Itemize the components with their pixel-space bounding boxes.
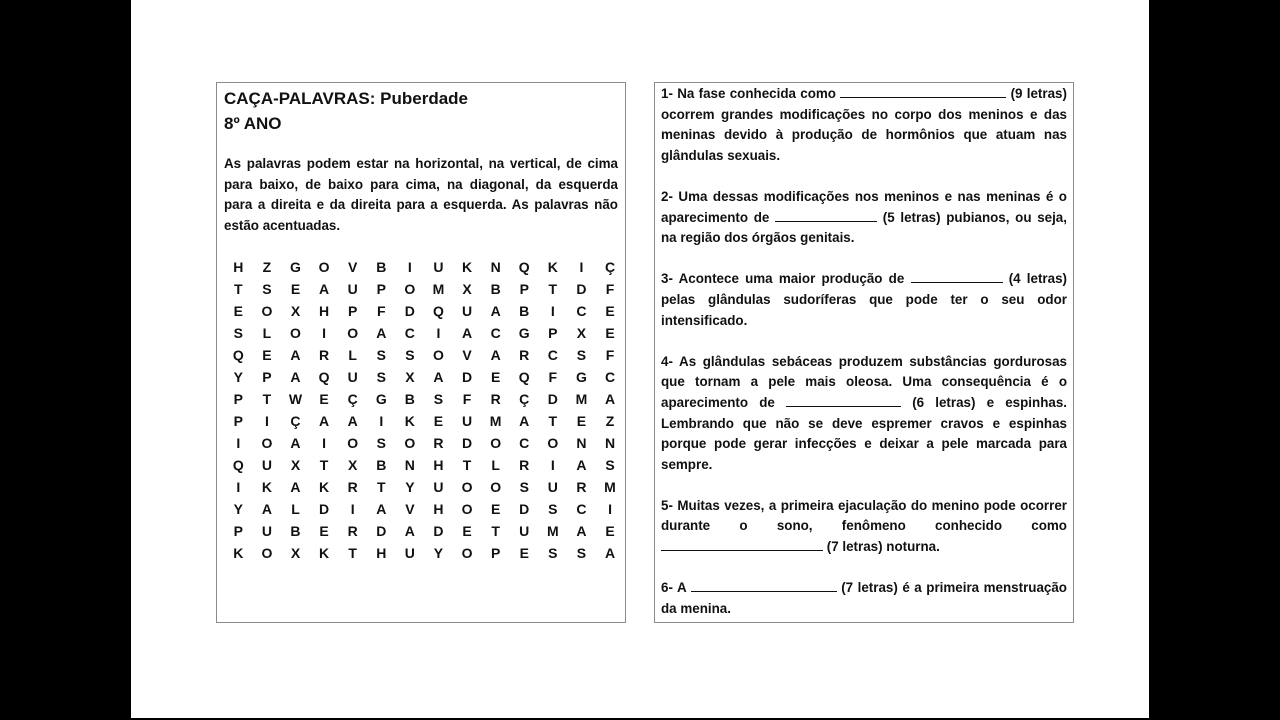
grid-letter[interactable]: D bbox=[519, 501, 530, 517]
grid-letter[interactable]: O bbox=[347, 325, 359, 341]
grid-letter[interactable]: S bbox=[376, 369, 386, 385]
grid-letter[interactable]: A bbox=[376, 325, 387, 341]
grid-letter[interactable]: O bbox=[433, 347, 444, 363]
grid-letter[interactable]: E bbox=[262, 347, 272, 363]
grid-letter[interactable]: X bbox=[290, 303, 301, 319]
question-item bbox=[661, 578, 1067, 619]
grid-letter[interactable]: A bbox=[490, 303, 501, 319]
grid-letter[interactable]: I bbox=[322, 325, 327, 341]
grid-letter[interactable]: H bbox=[376, 545, 387, 561]
grid-letter[interactable]: G bbox=[290, 259, 301, 275]
grid-letter[interactable]: C bbox=[490, 325, 501, 341]
grid-letter[interactable]: X bbox=[576, 325, 587, 341]
grid-letter[interactable]: R bbox=[319, 347, 330, 363]
grid-letter[interactable]: Q bbox=[518, 259, 530, 275]
grid-letter[interactable]: Q bbox=[232, 347, 244, 363]
grid-letter[interactable]: B bbox=[490, 281, 501, 297]
grid-letter[interactable]: Z bbox=[605, 413, 615, 429]
grid-letter[interactable]: L bbox=[348, 347, 357, 363]
grid-letter[interactable]: P bbox=[519, 281, 529, 297]
grid-letter[interactable]: A bbox=[604, 545, 616, 561]
grid-letter[interactable]: M bbox=[575, 391, 588, 407]
grid-letter[interactable]: F bbox=[605, 347, 615, 363]
grid-letter[interactable]: B bbox=[376, 457, 387, 473]
answer-blank[interactable] bbox=[786, 394, 901, 407]
grid-letter[interactable]: T bbox=[348, 545, 357, 561]
grid-letter[interactable]: B bbox=[519, 303, 530, 319]
grid-letter[interactable]: Ç bbox=[290, 413, 301, 429]
answer-blank[interactable] bbox=[691, 579, 837, 592]
grid-letter[interactable]: A bbox=[576, 523, 587, 539]
grid-letter[interactable]: Y bbox=[433, 545, 444, 561]
grid-letter[interactable]: O bbox=[261, 435, 273, 451]
grid-letter[interactable]: A bbox=[490, 347, 501, 363]
grid-letter[interactable]: K bbox=[547, 259, 558, 275]
grid-letter[interactable]: N bbox=[490, 259, 501, 275]
grid-letter[interactable]: T bbox=[234, 281, 243, 297]
grid-letter[interactable]: D bbox=[547, 391, 558, 407]
grid-letter[interactable]: R bbox=[347, 523, 358, 539]
grid-letter[interactable]: O bbox=[547, 435, 559, 451]
grid-letter[interactable]: U bbox=[347, 369, 358, 385]
answer-blank[interactable] bbox=[911, 270, 1003, 283]
grid-letter[interactable]: E bbox=[433, 413, 444, 429]
grid-letter[interactable]: Z bbox=[262, 259, 272, 275]
grid-letter[interactable]: I bbox=[350, 501, 355, 517]
grid-letter[interactable]: P bbox=[233, 391, 243, 407]
grid-letter[interactable]: Ç bbox=[604, 259, 616, 275]
grid-letter[interactable]: B bbox=[290, 523, 301, 539]
grid-letter[interactable]: F bbox=[376, 303, 386, 319]
grid-letter[interactable]: V bbox=[405, 501, 415, 517]
grid-letter[interactable]: I bbox=[322, 435, 327, 451]
question-text-before: Acontece uma maior produção de bbox=[678, 271, 905, 287]
question-text-before: A bbox=[676, 580, 687, 596]
grid-letter[interactable]: T bbox=[462, 457, 472, 473]
grid-letter[interactable]: E bbox=[290, 281, 301, 297]
grid-letter[interactable]: A bbox=[404, 523, 415, 539]
grid-letter[interactable]: P bbox=[376, 281, 386, 297]
grid-letter[interactable]: P bbox=[348, 303, 358, 319]
grid-letter[interactable]: D bbox=[404, 303, 415, 319]
grid-letter[interactable]: X bbox=[462, 281, 472, 297]
grid-letter[interactable]: E bbox=[490, 501, 501, 517]
grid-letter[interactable]: O bbox=[461, 501, 473, 517]
question-item bbox=[661, 187, 1067, 249]
questions-panel bbox=[654, 82, 1074, 623]
questions-list bbox=[661, 84, 1067, 640]
question-number: 1- bbox=[661, 86, 673, 101]
grid-letter[interactable]: O bbox=[318, 259, 330, 275]
grid-letter[interactable]: M bbox=[432, 281, 445, 297]
grid-letter[interactable]: S bbox=[548, 501, 558, 517]
title-line-2: 8º ANO bbox=[224, 114, 282, 133]
grid-letter[interactable]: E bbox=[319, 523, 329, 539]
grid-letter[interactable]: E bbox=[319, 391, 329, 407]
grid-letter[interactable]: B bbox=[404, 391, 415, 407]
grid-letter[interactable]: U bbox=[519, 523, 530, 539]
grid-letter[interactable]: U bbox=[261, 523, 272, 539]
grid-letter[interactable]: D bbox=[576, 281, 587, 297]
question-text-after: (5 letras) pubianos, ou seja, na região dos órgãos genitais. bbox=[661, 209, 1067, 246]
grid-letter[interactable]: O bbox=[461, 479, 473, 495]
grid-letter[interactable]: L bbox=[491, 457, 500, 473]
grid-letter[interactable]: L bbox=[291, 501, 300, 517]
grid-letter[interactable]: E bbox=[605, 325, 615, 341]
grid-letter[interactable]: T bbox=[491, 523, 500, 539]
grid-letter[interactable]: P bbox=[548, 325, 558, 341]
grid-letter[interactable]: N bbox=[604, 435, 616, 451]
question-item bbox=[661, 496, 1067, 558]
grid-letter[interactable]: I bbox=[379, 413, 384, 429]
grid-letter[interactable]: Q bbox=[433, 303, 444, 319]
question-text-before: As glândulas sebáceas produzem substâncias gordurosas que tornam a pele mais oleosa. Uma consequência é o aparecimento de bbox=[661, 353, 1067, 410]
grid-letter[interactable]: Q bbox=[318, 369, 330, 385]
grid-letter[interactable]: H bbox=[233, 259, 244, 275]
title-line-1: CAÇA-PALAVRAS: Puberdade bbox=[224, 89, 468, 108]
question-text-before: Na fase conhecida como bbox=[677, 86, 836, 101]
question-item bbox=[661, 269, 1067, 331]
grid-letter[interactable]: I bbox=[236, 479, 241, 495]
grid-letter[interactable]: T bbox=[262, 391, 272, 407]
grid-letter[interactable]: T bbox=[376, 479, 386, 495]
grid-letter[interactable]: U bbox=[547, 479, 558, 495]
grid-letter[interactable]: H bbox=[433, 501, 444, 517]
grid-letter[interactable]: S bbox=[519, 479, 529, 495]
grid-letter[interactable]: I bbox=[550, 457, 555, 473]
grid-letter[interactable]: S bbox=[233, 325, 243, 341]
grid-letter[interactable]: I bbox=[436, 325, 441, 341]
grid-letter[interactable]: A bbox=[433, 369, 444, 385]
grid-letter[interactable]: R bbox=[519, 457, 530, 473]
grid-letter[interactable]: A bbox=[576, 457, 587, 473]
grid-letter[interactable]: B bbox=[376, 259, 387, 275]
grid-letter[interactable]: A bbox=[519, 413, 530, 429]
grid-letter[interactable]: R bbox=[490, 391, 501, 407]
grid-letter[interactable]: E bbox=[490, 369, 501, 385]
grid-letter[interactable]: M bbox=[489, 413, 502, 429]
question-text-before: Muitas vezes, a primeira ejaculação do menino pode ocorrer durante o sono, fenômeno conhecido como bbox=[661, 497, 1067, 534]
grid-letter[interactable]: S bbox=[576, 545, 587, 561]
grid-letter[interactable]: C bbox=[576, 303, 587, 319]
grid-letter[interactable]: D bbox=[376, 523, 387, 539]
grid-letter[interactable]: P bbox=[233, 413, 243, 429]
grid-letter[interactable]: O bbox=[261, 303, 273, 319]
grid-letter[interactable]: W bbox=[288, 391, 303, 407]
grid-letter[interactable]: O bbox=[347, 435, 359, 451]
grid-letter[interactable]: A bbox=[290, 347, 301, 363]
grid-letter[interactable]: T bbox=[548, 413, 558, 429]
grid-letter[interactable]: P bbox=[233, 523, 243, 539]
grid-letter[interactable]: K bbox=[404, 413, 415, 429]
grid-letter[interactable]: Ç bbox=[347, 391, 358, 407]
grid-letter[interactable]: T bbox=[548, 281, 558, 297]
grid-letter[interactable]: H bbox=[319, 303, 330, 319]
answer-blank[interactable] bbox=[661, 538, 823, 551]
grid-letter[interactable]: Y bbox=[233, 501, 243, 517]
grid-letter[interactable]: R bbox=[576, 479, 587, 495]
grid-letter[interactable]: S bbox=[376, 347, 386, 363]
grid-letter[interactable]: O bbox=[490, 479, 502, 495]
grid-letter[interactable]: U bbox=[461, 303, 473, 319]
grid-letter[interactable]: A bbox=[347, 413, 358, 429]
grid-letter[interactable]: M bbox=[546, 523, 559, 539]
grid-letter[interactable]: E bbox=[519, 545, 529, 561]
grid-letter[interactable]: A bbox=[290, 435, 301, 451]
grid-letter[interactable]: I bbox=[407, 259, 412, 275]
grid-letter[interactable]: D bbox=[433, 523, 444, 539]
grid-letter[interactable]: S bbox=[433, 391, 444, 407]
grid-letter[interactable]: A bbox=[290, 369, 301, 385]
question-text-before: Uma dessas modificações nos meninos e nas meninas é o aparecimento de bbox=[661, 188, 1067, 225]
grid-letter[interactable]: F bbox=[605, 281, 615, 297]
grid-letter[interactable]: U bbox=[261, 457, 272, 473]
grid-letter[interactable]: U bbox=[404, 545, 415, 561]
grid-letter[interactable]: G bbox=[375, 391, 387, 407]
word-search-panel bbox=[216, 82, 626, 623]
grid-letter[interactable]: S bbox=[376, 435, 386, 451]
question-number: 4- bbox=[661, 353, 673, 369]
grid-letter[interactable]: F bbox=[462, 391, 472, 407]
grid-letter[interactable]: R bbox=[519, 347, 530, 363]
grid-letter[interactable]: X bbox=[348, 457, 358, 473]
grid-letter[interactable]: I bbox=[579, 259, 584, 275]
grid-letter[interactable]: D bbox=[461, 435, 473, 451]
question-number: 6- bbox=[661, 580, 673, 596]
grid-letter[interactable]: O bbox=[404, 435, 416, 451]
grid-letter[interactable]: O bbox=[261, 545, 273, 561]
grid-letter[interactable]: E bbox=[605, 523, 615, 539]
grid-letter[interactable]: U bbox=[461, 413, 473, 429]
grid-letter[interactable]: R bbox=[347, 479, 358, 495]
grid-letter[interactable]: S bbox=[548, 545, 558, 561]
grid-letter[interactable]: R bbox=[433, 435, 444, 451]
grid-letter[interactable]: O bbox=[290, 325, 301, 341]
grid-letter[interactable]: T bbox=[319, 457, 329, 473]
grid-letter[interactable]: U bbox=[433, 259, 444, 275]
grid-letter[interactable]: C bbox=[547, 347, 558, 363]
grid-letter[interactable]: A bbox=[261, 501, 272, 517]
grid-letter[interactable]: C bbox=[404, 325, 415, 341]
worksheet-title bbox=[224, 86, 468, 136]
question-item bbox=[661, 352, 1067, 476]
grid-letter[interactable]: O bbox=[404, 281, 416, 297]
grid-letter[interactable]: X bbox=[290, 457, 301, 473]
grid-letter[interactable]: A bbox=[319, 413, 330, 429]
grid-letter[interactable]: E bbox=[462, 523, 472, 539]
grid-letter[interactable]: E bbox=[233, 303, 243, 319]
answer-blank[interactable] bbox=[840, 85, 1006, 98]
answer-blank[interactable] bbox=[775, 209, 877, 222]
question-number: 3- bbox=[661, 271, 673, 287]
question-text-after: (7 letras) noturna. bbox=[826, 539, 940, 555]
grid-letter[interactable]: I bbox=[550, 303, 555, 319]
grid-letter[interactable]: K bbox=[461, 259, 473, 275]
grid-letter[interactable]: K bbox=[261, 479, 272, 495]
grid-letter[interactable]: Q bbox=[518, 369, 530, 385]
grid-letter[interactable]: K bbox=[233, 545, 244, 561]
question-number: 2- bbox=[661, 188, 673, 204]
grid-letter[interactable]: C bbox=[576, 501, 587, 517]
question-text-after: (4 letras) pelas glândulas sudoríferas que pode ter o seu odor intensificado. bbox=[661, 271, 1067, 328]
grid-letter[interactable]: S bbox=[262, 281, 272, 297]
grid-letter[interactable]: L bbox=[262, 325, 272, 341]
grid-letter[interactable]: P bbox=[262, 369, 272, 385]
grid-letter[interactable]: M bbox=[604, 479, 616, 495]
grid-letter[interactable]: E bbox=[605, 303, 615, 319]
grid-letter[interactable]: U bbox=[433, 479, 444, 495]
grid-letter[interactable]: A bbox=[461, 325, 473, 341]
grid-letter[interactable]: I bbox=[236, 435, 241, 451]
grid-letter[interactable]: X bbox=[405, 369, 415, 385]
question-number: 5- bbox=[661, 497, 673, 513]
question-text-after: (9 letras) ocorrem grandes modificações no corpo dos meninos e das meninas devido à produção de hormônios que atuam nas glândulas sexuais. bbox=[661, 86, 1067, 163]
grid-letter[interactable]: D bbox=[319, 501, 330, 517]
grid-letter[interactable]: E bbox=[576, 413, 587, 429]
grid-letter[interactable]: A bbox=[290, 479, 301, 495]
grid-letter[interactable]: N bbox=[404, 457, 415, 473]
question-text-after: (6 letras) e espinhas. Lembrando que não se deve espremer cravos e espinhas porque pode gerar infecções e deixar a pele marcada para sempre. bbox=[661, 394, 1067, 472]
grid-letter[interactable]: Y bbox=[405, 479, 415, 495]
grid-letter[interactable]: V bbox=[462, 347, 472, 363]
grid-letter[interactable]: C bbox=[519, 435, 530, 451]
grid-letter[interactable]: H bbox=[433, 457, 444, 473]
grid-letter[interactable]: N bbox=[576, 435, 587, 451]
question-text-after: (7 letras) é a primeira menstruação da menina. bbox=[661, 580, 1067, 616]
grid-letter[interactable]: C bbox=[604, 369, 616, 385]
grid-letter[interactable]: I bbox=[264, 413, 269, 429]
grid-letter[interactable]: A bbox=[604, 391, 616, 407]
grid-letter[interactable]: K bbox=[319, 479, 330, 495]
grid-letter[interactable]: D bbox=[461, 369, 473, 385]
grid-letter[interactable]: K bbox=[319, 545, 330, 561]
grid-letter[interactable]: I bbox=[608, 501, 612, 517]
grid-letter[interactable]: P bbox=[490, 545, 501, 561]
grid-letter[interactable]: S bbox=[605, 457, 615, 473]
word-search-grid bbox=[224, 256, 624, 564]
instructions-text: As palavras podem estar na horizontal, na vertical, de cima para baixo, de baixo para cima, na diagonal, da esquerda para a direita e da direita para a esquerda. As palavras não estão acentuadas. bbox=[224, 156, 618, 233]
grid-letter[interactable]: A bbox=[376, 501, 387, 517]
grid-letter[interactable]: O bbox=[461, 545, 473, 561]
document-page bbox=[131, 0, 1149, 718]
grid-letter[interactable]: G bbox=[518, 325, 530, 341]
grid-letter[interactable]: G bbox=[575, 369, 587, 385]
grid-letter[interactable]: S bbox=[405, 347, 415, 363]
question-item bbox=[661, 84, 1067, 166]
grid-letter[interactable]: U bbox=[347, 281, 358, 297]
grid-letter[interactable]: V bbox=[348, 259, 358, 275]
grid-letter[interactable]: X bbox=[290, 545, 301, 561]
grid-letter[interactable]: F bbox=[548, 369, 558, 385]
grid-letter[interactable]: S bbox=[576, 347, 587, 363]
grid-letter[interactable]: Ç bbox=[519, 391, 530, 407]
grid-letter[interactable]: Q bbox=[232, 457, 244, 473]
grid-letter[interactable]: O bbox=[490, 435, 502, 451]
grid-letter[interactable]: Y bbox=[233, 369, 243, 385]
grid-letter[interactable]: A bbox=[319, 281, 330, 297]
